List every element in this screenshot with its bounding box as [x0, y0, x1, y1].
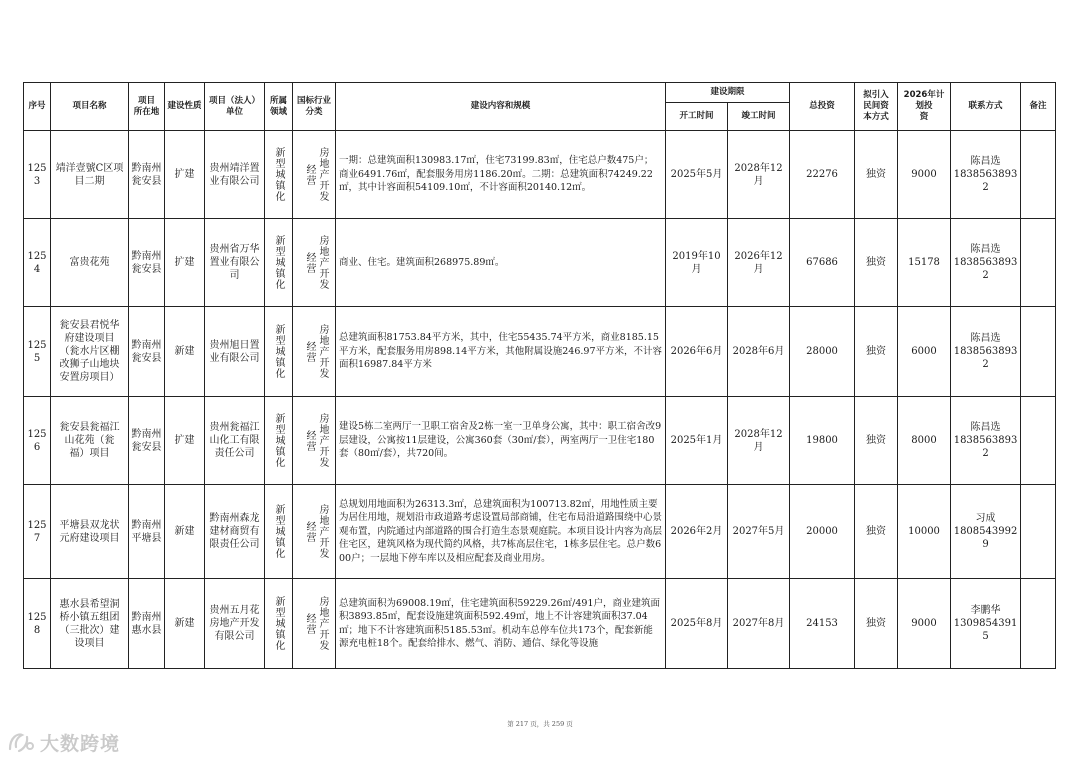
header-name: 项目名称: [51, 83, 129, 131]
cell-private: [855, 397, 898, 485]
cell-contact-text: 陈昌选 18385638932: [953, 422, 1018, 459]
cell-nature-text: 扩建: [174, 257, 195, 268]
cell-private-text: 独资: [866, 526, 887, 537]
cell-content: [336, 397, 666, 485]
cell-total-text: 22276: [806, 169, 838, 180]
cell-unit-text: 贵州五月花 房地产开发 有限公司: [209, 605, 260, 642]
cell-location: [129, 219, 165, 307]
cell-location: [129, 485, 165, 579]
header-start: 开工时间: [666, 103, 728, 131]
cell-project-name-text: 平塘县双龙状 元府建设项目: [59, 519, 120, 544]
cell-content: [336, 219, 666, 307]
cell-end: [728, 485, 790, 579]
cell-start: [666, 397, 728, 485]
cell-location-text: 黔南州 瓮安县: [131, 428, 162, 453]
cell-location-text: 黔南州 平塘县: [131, 519, 162, 544]
cell-field: [265, 485, 293, 579]
cell-total-text: 28000: [806, 346, 838, 357]
cell-total-text: 20000: [806, 526, 838, 537]
cell-seq: [24, 579, 51, 669]
cell-location: [129, 397, 165, 485]
cell-project-name-text: 瓮安县瓮福江 山花苑（瓮 福）项目: [59, 422, 120, 459]
cell-contact: [951, 579, 1021, 669]
cell-unit: [205, 219, 265, 307]
cell-field: [265, 219, 293, 307]
cell-end-text: 2027年8月: [732, 618, 785, 629]
cell-contact-text: 习成 18085439929: [953, 513, 1018, 550]
cell-seq: [24, 485, 51, 579]
cell-project-name-text: 瓮安县君悦华 府建设项目 （瓮水片区棚 改狮子山地块 安置房项目）: [59, 320, 120, 383]
cell-contact: [951, 397, 1021, 485]
cell-nature-text: 扩建: [174, 435, 195, 446]
cell-start: [666, 131, 728, 219]
table-body: [24, 131, 1056, 669]
cell-total: [790, 485, 855, 579]
cell-industry-text: 房地产开发经营: [304, 324, 328, 379]
header-content: 建设内容和规模: [336, 83, 666, 131]
cell-total: [790, 307, 855, 397]
cell-start-text: 2026年2月: [670, 526, 723, 537]
project-table: [23, 82, 1056, 669]
watermark-text: 大数跨境: [40, 732, 121, 755]
watermark: [6, 728, 120, 756]
cell-plan-text: 10000: [908, 526, 940, 537]
cell-content-text: 总建筑面积为69008.19㎡，住宅建筑面积59229.26㎡/491户，商业建筑面积3893.85㎡，配套设施建筑面积592.49㎡，地上不计容建筑面积37.04㎡；地下不计容建筑面积5185.53㎡。机动车总停车位共173个，配套新能源充电桩18个。配套给排水、燃气、消防、通信、绿化等设施: [339, 597, 660, 649]
cell-seq: [24, 219, 51, 307]
cell-contact: [951, 485, 1021, 579]
cell-total-text: 19800: [806, 435, 838, 446]
cell-total-text: 24153: [806, 618, 838, 629]
cell-nature: [165, 219, 205, 307]
cell-plan: [898, 397, 951, 485]
cell-unit-text: 贵州旭日置 业有限公司: [209, 339, 260, 364]
cell-nature: [165, 131, 205, 219]
cell-start-text: 2025年8月: [670, 618, 723, 629]
cell-unit: [205, 131, 265, 219]
cell-end-text: 2028年12月: [734, 428, 783, 453]
table-row: [24, 219, 1056, 307]
cell-contact-text: 李鹏华 13098543915: [953, 605, 1018, 642]
cell-industry: [293, 485, 336, 579]
cell-total: [790, 131, 855, 219]
cell-end-text: 2028年12月: [734, 162, 783, 187]
cell-start: [666, 579, 728, 669]
cell-seq: [24, 131, 51, 219]
cell-plan: [898, 579, 951, 669]
cell-contact: [951, 131, 1021, 219]
cell-plan-text: 6000: [911, 346, 937, 357]
header-row-1: [24, 83, 1056, 103]
cell-start-text: 2026年6月: [670, 346, 723, 357]
cell-plan: [898, 307, 951, 397]
cell-project-name-text: 富贵花苑: [69, 257, 110, 268]
cell-private: [855, 579, 898, 669]
cell-start: [666, 485, 728, 579]
cell-end: [728, 307, 790, 397]
cell-project-name: [51, 397, 129, 485]
page-number: 第 217 页，共 259 页: [507, 720, 573, 728]
cell-field: [265, 307, 293, 397]
cell-plan: [898, 219, 951, 307]
cell-seq-text: 1256: [27, 428, 47, 453]
cell-project-name-text: 惠水县希望洞 桥小镇五组团 （三批次）建 设项目: [59, 598, 120, 649]
cell-industry: [293, 219, 336, 307]
cell-seq-text: 1258: [27, 611, 47, 636]
cell-nature: [165, 397, 205, 485]
cell-industry-text: 房地产开发经营: [304, 235, 328, 290]
cell-industry-text: 房地产开发经营: [304, 504, 328, 559]
cell-location: [129, 307, 165, 397]
cell-start-text: 2025年5月: [670, 169, 723, 180]
cell-content-text: 商业、住宅。建筑面积268975.89㎡。: [339, 256, 505, 268]
cell-unit-text: 黔南州森龙 建材商贸有 限责任公司: [209, 513, 260, 550]
cell-industry: [293, 397, 336, 485]
cell-project-name-text: 靖洋壹號C区项 目二期: [55, 162, 124, 187]
cell-seq-text: 1257: [27, 519, 47, 544]
cell-total: [790, 397, 855, 485]
cell-field: [265, 131, 293, 219]
cell-private: [855, 307, 898, 397]
cell-private-text: 独资: [866, 257, 887, 268]
cell-field-text: 新型城镇化: [273, 147, 284, 202]
header-unit: 项目（法人） 单位: [205, 83, 265, 131]
cell-end: [728, 397, 790, 485]
cell-industry-text: 房地产开发经营: [304, 413, 328, 468]
header-plan: 2026年计划投 资: [898, 83, 951, 131]
cell-project-name: [51, 131, 129, 219]
cell-private-text: 独资: [866, 618, 887, 629]
cell-contact: [951, 219, 1021, 307]
cell-end: [728, 219, 790, 307]
cell-content: [336, 131, 666, 219]
cell-start-text: 2019年10月: [672, 250, 721, 275]
cell-seq-text: 1255: [27, 339, 47, 364]
cell-content: [336, 579, 666, 669]
cell-field: [265, 579, 293, 669]
cell-unit: [205, 397, 265, 485]
table-row: [24, 485, 1056, 579]
header-total: 总投资: [790, 83, 855, 131]
cell-total: [790, 219, 855, 307]
cell-nature-text: 新建: [174, 346, 195, 357]
cell-note: [1021, 307, 1056, 397]
cell-field: [265, 397, 293, 485]
header-note: 备注: [1021, 83, 1056, 131]
cell-content: [336, 485, 666, 579]
cell-unit-text: 贵州靖洋置 业有限公司: [209, 162, 260, 187]
cell-seq: [24, 397, 51, 485]
watermark-logo-icon: [6, 729, 36, 755]
cell-location-text: 黔南州 瓮安县: [131, 339, 162, 364]
cell-field-text: 新型城镇化: [273, 596, 284, 651]
header-location: 项目 所在地: [129, 83, 165, 131]
cell-project-name: [51, 219, 129, 307]
cell-unit: [205, 485, 265, 579]
cell-note: [1021, 397, 1056, 485]
cell-note: [1021, 579, 1056, 669]
cell-location: [129, 131, 165, 219]
cell-content-text: 一期：总建筑面积130983.17㎡，住宅73199.83㎡，住宅总户数475户；商业6491.76㎡，配套服务用房1186.20㎡。二期：总建筑面积74249.22㎡，其中计容面积54109.10㎡，不计容面积20140.12㎡。: [339, 155, 654, 194]
cell-contact-text: 陈昌选 18385638932: [953, 244, 1018, 281]
cell-end-text: 2026年12月: [734, 250, 783, 275]
cell-contact-text: 陈昌选 18385638932: [953, 333, 1018, 370]
cell-total: [790, 579, 855, 669]
cell-project-name: [51, 485, 129, 579]
cell-field-text: 新型城镇化: [273, 504, 284, 559]
header-end: 竣工时间: [728, 103, 790, 131]
cell-plan-text: 8000: [911, 435, 937, 446]
cell-project-name: [51, 307, 129, 397]
cell-unit-text: 贵州省万华 置业有限公 司: [209, 244, 260, 281]
cell-nature: [165, 485, 205, 579]
cell-plan: [898, 485, 951, 579]
cell-seq-text: 1254: [27, 250, 47, 275]
cell-nature: [165, 307, 205, 397]
cell-location: [129, 579, 165, 669]
cell-start: [666, 307, 728, 397]
cell-private: [855, 485, 898, 579]
cell-field-text: 新型城镇化: [273, 413, 284, 468]
cell-industry: [293, 131, 336, 219]
cell-end-text: 2027年5月: [732, 526, 785, 537]
cell-content-text: 总规划用地面积为26313.3㎡，总建筑面积为100713.82㎡，用地性质主要为居住用地，规划沿市政道路考虑设置局部商铺，住宅布局沿道路围绕中心景观布置，内院通过内部道路的围合打造生态景观庭院。本项目设计内容为高层住宅区，建筑风格为现代简约风格，共7栋高层住宅，1栋多层住宅。总户数600户；一层地下停车库以及相应配套及商业用房。: [339, 498, 663, 564]
cell-nature: [165, 579, 205, 669]
cell-start: [666, 219, 728, 307]
cell-private: [855, 131, 898, 219]
cell-content-text: 总建筑面积81753.84平方米，其中，住宅55435.74平方米，商业8185.15平方米，配套服务用房898.14平方米，其他附属设施246.97平方米，不计容面积16987.84平方米: [339, 332, 662, 371]
cell-end: [728, 131, 790, 219]
cell-contact: [951, 307, 1021, 397]
header-period: 建设期限: [666, 83, 790, 103]
table-row: [24, 131, 1056, 219]
cell-industry-text: 房地产开发经营: [304, 596, 328, 651]
cell-nature-text: 新建: [174, 526, 195, 537]
cell-plan-text: 9000: [911, 618, 937, 629]
cell-nature-text: 扩建: [174, 169, 195, 180]
table-row: [24, 307, 1056, 397]
cell-nature-text: 新建: [174, 618, 195, 629]
cell-project-name: [51, 579, 129, 669]
header-field: 所属 领域: [265, 83, 293, 131]
header-nature: 建设性质: [165, 83, 205, 131]
cell-private-text: 独资: [866, 435, 887, 446]
cell-end-text: 2028年6月: [732, 346, 785, 357]
cell-industry-text: 房地产开发经营: [304, 147, 328, 202]
cell-plan: [898, 131, 951, 219]
cell-total-text: 67686: [806, 257, 838, 268]
cell-note: [1021, 485, 1056, 579]
cell-end: [728, 579, 790, 669]
cell-location-text: 黔南州 瓮安县: [131, 250, 162, 275]
header-private: 拟引入 民间资 本方式: [855, 83, 898, 131]
cell-plan-text: 9000: [911, 169, 937, 180]
cell-start-text: 2025年1月: [670, 435, 723, 446]
cell-seq-text: 1253: [27, 162, 47, 187]
cell-content: [336, 307, 666, 397]
cell-unit-text: 贵州瓮福江 山化工有限 责任公司: [209, 422, 260, 459]
cell-unit: [205, 307, 265, 397]
cell-content-text: 建设5栋二室两厅一卫职工宿舍及2栋一室一卫单身公寓，其中：职工宿舍改9层建设，公寓按11层建设，公寓360套（30㎡/套），两室两厅一卫住宅180套（80㎡/套），共720间。: [339, 421, 662, 460]
cell-seq: [24, 307, 51, 397]
cell-private-text: 独资: [866, 346, 887, 357]
cell-location-text: 黔南州 惠水县: [131, 611, 162, 636]
cell-private: [855, 219, 898, 307]
cell-note: [1021, 219, 1056, 307]
cell-location-text: 黔南州 瓮安县: [131, 162, 162, 187]
cell-industry: [293, 307, 336, 397]
cell-private-text: 独资: [866, 169, 887, 180]
header-industry: 国标行业 分类: [293, 83, 336, 131]
cell-industry: [293, 579, 336, 669]
table-row: [24, 397, 1056, 485]
cell-plan-text: 15178: [908, 257, 940, 268]
header-seq: 序号: [24, 83, 51, 131]
cell-note: [1021, 131, 1056, 219]
cell-field-text: 新型城镇化: [273, 324, 284, 379]
header-contact: 联系方式: [951, 83, 1021, 131]
cell-contact-text: 陈昌选 18385638932: [953, 156, 1018, 193]
table-row: [24, 579, 1056, 669]
cell-unit: [205, 579, 265, 669]
cell-field-text: 新型城镇化: [273, 235, 284, 290]
